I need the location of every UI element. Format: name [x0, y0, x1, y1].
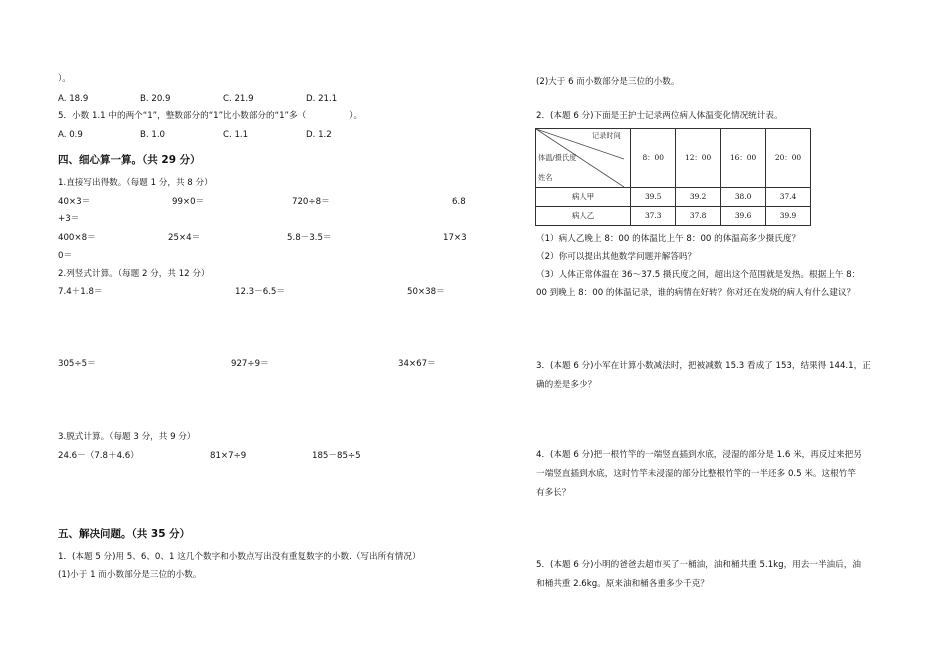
q3-line1: 3．(本题 6 分)小军在计算小数减法时，把被减数 15.3 看成了 153，结果得 144.1，正 — [536, 361, 871, 371]
s4-item: 927÷9＝ — [231, 359, 269, 369]
s4-item: 12.3－6.5＝ — [235, 287, 285, 297]
s4-item: 81×7÷9 — [210, 451, 247, 461]
q5-option-d: D. 1.2 — [306, 130, 332, 140]
q5-text: 5．小数 1.1 中的两个“1”，整数部分的“1”比小数部分的“1”多（ ）。 — [58, 111, 363, 121]
q4-line1: 4．(本题 6 分)把一根竹竿的一端竖直插到水底，浸湿的部分是 1.6 米，再反过来把另 — [536, 450, 862, 460]
q2-intro: 2．(本题 6 分)下面是王护士记录两位病人体温变化情况统计表。 — [536, 111, 783, 121]
s4-item: 17×3 — [443, 233, 467, 243]
q2-sub3-line1: （3）人体正常体温在 36～37.5 摄氏度之间，超出这个范围就是发热。根据上午 8： — [536, 270, 861, 280]
section4-title: 四、细心算一算。（共 29 分） — [58, 154, 201, 166]
q5-option-b: B. 1.0 — [140, 130, 166, 140]
table-cell: 39.9 — [766, 206, 811, 225]
header-name: 姓名 — [538, 173, 553, 182]
q2-sub1: （1）病人乙晚上 8：00 的体温比上午 8：00 的体温高多少摄氏度？ — [536, 234, 801, 244]
s4-item: 99×0＝ — [172, 197, 205, 207]
s4-item: 5.8－3.5＝ — [287, 233, 332, 243]
patient-name: 病人甲 — [536, 187, 631, 206]
table-diagonal-header — [536, 129, 631, 188]
q4-option-d: D. 21.1 — [306, 94, 338, 104]
section5-title: 五、解决问题。（共 35 分） — [58, 528, 191, 540]
q4-line2: 一端竖直插到水底，这时竹竿未浸湿的部分比整根竹竿的一半还多 0.5 米。这根竹竿 — [536, 469, 856, 479]
time-header: 20：00 — [766, 129, 811, 188]
q4-line-end: ）。 — [58, 74, 71, 84]
s4-item: 25×4＝ — [168, 233, 201, 243]
s4-item-wrap: +3＝ — [58, 214, 80, 224]
q4-option-c: C. 21.9 — [223, 94, 254, 104]
table-cell: 38.0 — [721, 187, 766, 206]
table-cell: 39.5 — [631, 187, 676, 206]
temperature-table — [535, 128, 811, 226]
s4-item: 7.4＋1.8＝ — [58, 287, 103, 297]
s4-item: 305÷5＝ — [58, 359, 96, 369]
q5-line2: 和桶共重 2.6kg。原来油和桶各重多少千克？ — [536, 579, 709, 589]
table-row — [536, 187, 811, 206]
q2-sub2: （2）你可以提出其他数学问题并解答吗？ — [536, 252, 697, 262]
header-record-time: 记录时间 — [592, 131, 621, 140]
s5-q1-prompt: 1．(本题 5 分)用 5、6、0、1 这几个数字和小数点写出没有重复数字的小数.（写出所有情况） — [58, 552, 421, 562]
s4-q1-prompt: 1.直接写出得数。（每题 1 分，共 8 分） — [58, 178, 213, 188]
s5-q1-part1: (1)小于 1 而小数部分是三位的小数。 — [58, 570, 202, 580]
table-row — [536, 206, 811, 225]
q3-line2: 确的差是多少？ — [536, 380, 597, 390]
time-header: 16：00 — [721, 129, 766, 188]
s5-q1-part2: (2)大于 6 而小数部分是三位的小数。 — [536, 77, 680, 87]
s4-item: 720÷8＝ — [292, 197, 330, 207]
s4-item: 40×3＝ — [58, 197, 91, 207]
table-cell: 39.6 — [721, 206, 766, 225]
table-cell: 37.3 — [631, 206, 676, 225]
s4-item: 6.8 — [452, 197, 466, 207]
s4-item-wrap: 0＝ — [58, 251, 73, 261]
q4-option-a: A. 18.9 — [58, 94, 89, 104]
q5-option-a: A. 0.9 — [58, 130, 83, 140]
time-header: 8：00 — [631, 129, 676, 188]
q2-sub3-line2: 00 到晚上 8：00 的体温记录，谁的病情在好转？你对还在发烧的病人有什么建议？ — [536, 288, 856, 298]
table-cell: 37.4 — [766, 187, 811, 206]
s4-q3-prompt: 3.脱式计算。（每题 3 分，共 9 分） — [58, 432, 196, 442]
s4-q2-prompt: 2.列竖式计算。（每题 2 分，共 12 分） — [58, 269, 210, 279]
q4-option-b: B. 20.9 — [140, 94, 171, 104]
header-temperature: 体温/摄氏度 — [538, 153, 577, 162]
table-cell: 37.8 — [676, 206, 721, 225]
s4-item: 185－85÷5 — [312, 451, 361, 461]
s4-item: 400×8＝ — [58, 233, 96, 243]
s4-item: 24.6－（7.8＋4.6） — [58, 451, 139, 461]
s4-item: 50×38＝ — [407, 287, 445, 297]
q5-option-c: C. 1.1 — [223, 130, 249, 140]
q4-line3: 有多长？ — [536, 488, 571, 498]
q5-line1: 5．(本题 6 分)小明的爸爸去超市买了一桶油，油和桶共重 5.1kg，用去一半油后，油 — [536, 560, 861, 570]
s4-item: 34×67＝ — [398, 359, 436, 369]
table-cell: 39.2 — [676, 187, 721, 206]
time-header: 12：00 — [676, 129, 721, 188]
patient-name: 病人乙 — [536, 206, 631, 225]
